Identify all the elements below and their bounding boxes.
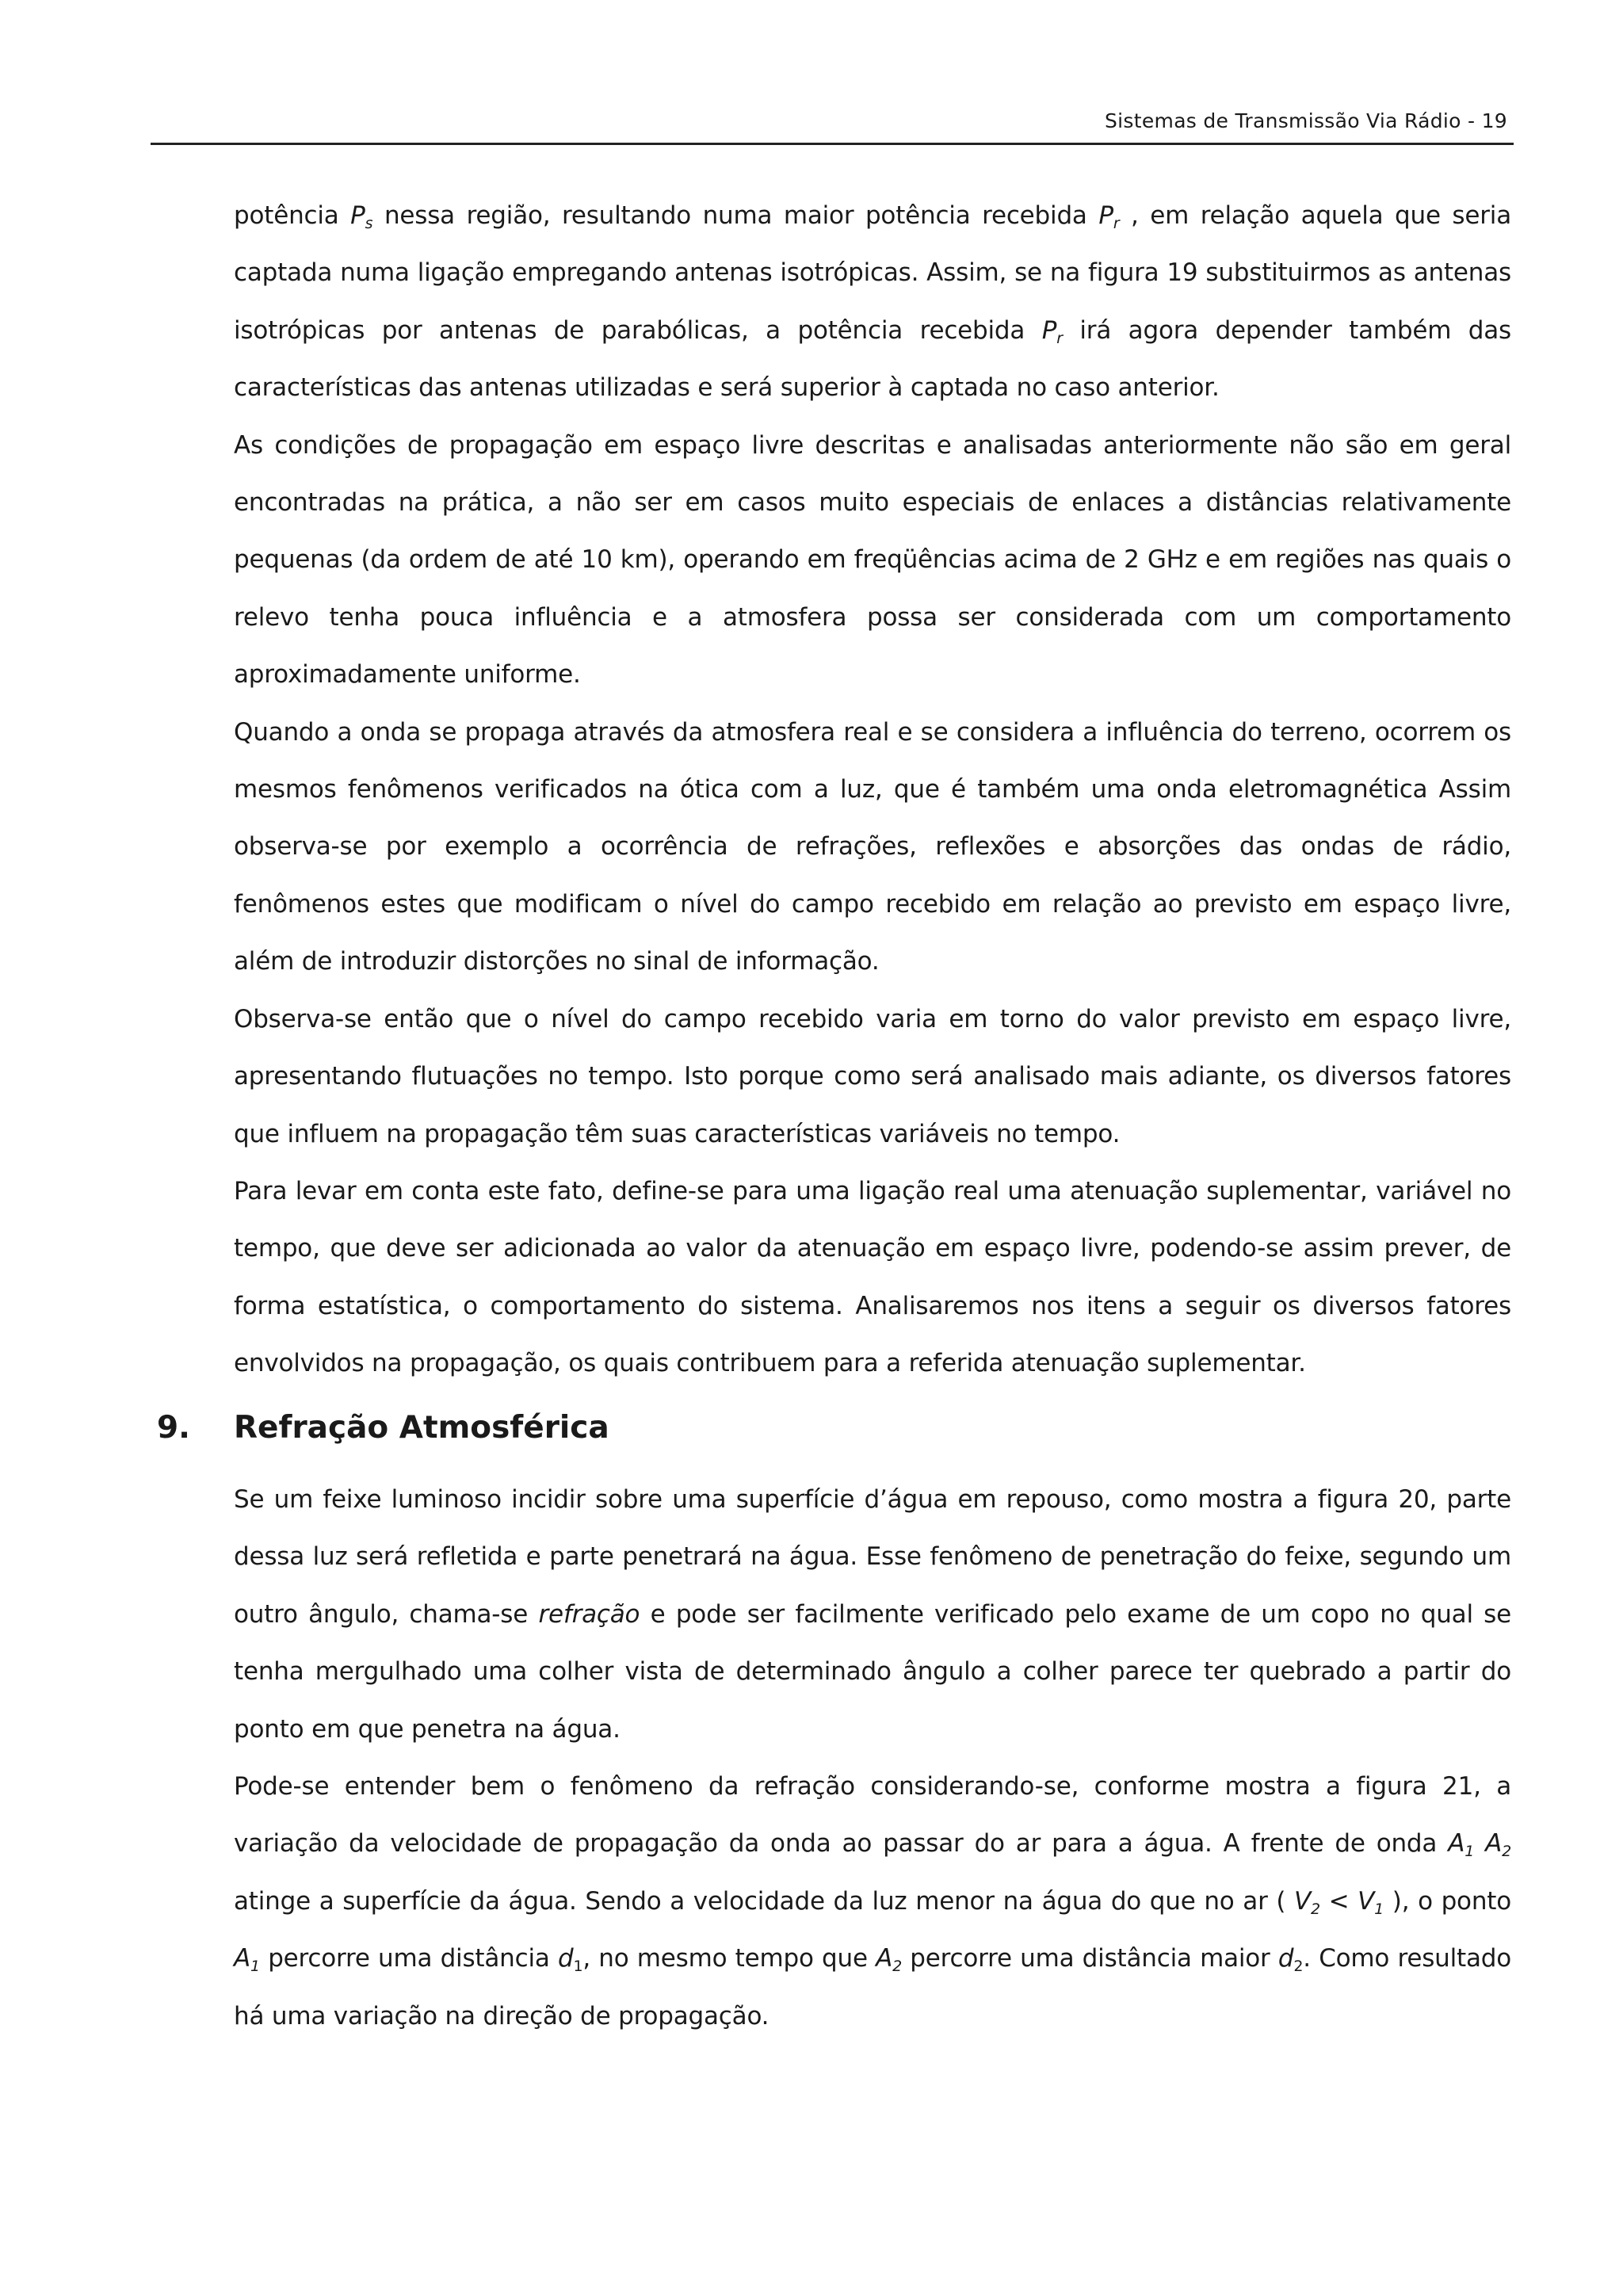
body-text-before-section	[234, 187, 1511, 1392]
paragraph: potência $P_s$ nessa região, resultando numa maior potência recebida $P_r$ , em relação aquela que seria captada numa ligação empregando antenas isotrópicas. Assim, se na figura 19 substituirmos as antenas isotrópicas por antenas de parabólicas, a potência recebida $P_r$ irá agora depender também das características das antenas utilizadas e será superior à captada no caso anterior.	[234, 201, 1512, 403]
paragraph: Observa-se então que o nível do campo recebido varia em torno do valor previsto em espaço livre, apresentando flutuações no tempo. Isto porque como será analisado mais adiante, os diversos fatores que influem na propagação têm suas características variáveis no tempo.	[234, 1004, 1511, 1148]
paragraph: Pode-se entender bem o fenômeno da refração considerando-se, conforme mostra a figura 21, a variação da velocidade de propagação da onda ao passar do ar para a água. A frente de onda $A_1$ $A_2$ atinge a superfície da água. Sendo a velocidade da luz menor na água do que no ar ( $V_2 < V_1$ ), o ponto $A_1$ percorre uma distância $d_1$, no mesmo tempo que $A_2$ percorre uma distância maior $d_2$. Como resultado há uma variação na direção de propagação.	[234, 1772, 1512, 2030]
paragraph: Se um feixe luminoso incidir sobre uma superfície d’água em repouso, como mostra a figura 20, parte dessa luz será refletida e parte penetrará na água. Esse fenômeno de penetração do feixe, segundo um outro ângulo, chama-se refração e pode ser facilmente verificado pelo exame de um copo no qual se tenha mergulhado uma colher vista de determinado ângulo a colher parece ter quebrado a partir do ponto em que penetra na água.	[234, 1485, 1511, 1744]
paragraph: Quando a onda se propaga através da atmosfera real e se considera a influência do terreno, ocorrem os mesmos fenômenos verificados na ótica com a luz, que é também uma onda eletromagnética Assim observa-se por exemplo a ocorrência de refrações, reflexões e absorções das ondas de rádio, fenômenos estes que modificam o nível do campo recebido em relação ao previsto em espaço livre, além de introduzir distorções no sinal de informação.	[234, 717, 1511, 976]
paragraph: Para levar em conta este fato, define-se para uma ligação real uma atenuação suplementar, variável no tempo, que deve ser adicionada ao valor da atenuação em espaço livre, podendo-se assim prever, de forma estatística, o comportamento do sistema. Analisaremos nos itens a seguir os diversos fatores envolvidos na propagação, os quais contribuem para a referida atenuação suplementar.	[234, 1176, 1511, 1378]
section-number: 9.	[157, 1410, 190, 1446]
running-title: Sistemas de Transmissão Via Rádio - 19	[1105, 109, 1507, 132]
paragraph: As condições de propagação em espaço livre descritas e analisadas anteriormente não são em geral encontradas na prática, a não ser em casos muito especiais de enlaces a distâncias relativamente pequenas (da ordem de até 10 km), operando em freqüências acima de 2 GHz e em regiões nas quais o relevo tenha pouca influência e a atmosfera possa ser considerada com um comportamento aproximadamente uniforme.	[234, 430, 1511, 690]
body-text-after-section	[234, 1471, 1511, 2045]
section-heading	[151, 1403, 1514, 1454]
section-title: Refração Atmosférica	[234, 1410, 609, 1446]
running-header	[151, 109, 1514, 145]
